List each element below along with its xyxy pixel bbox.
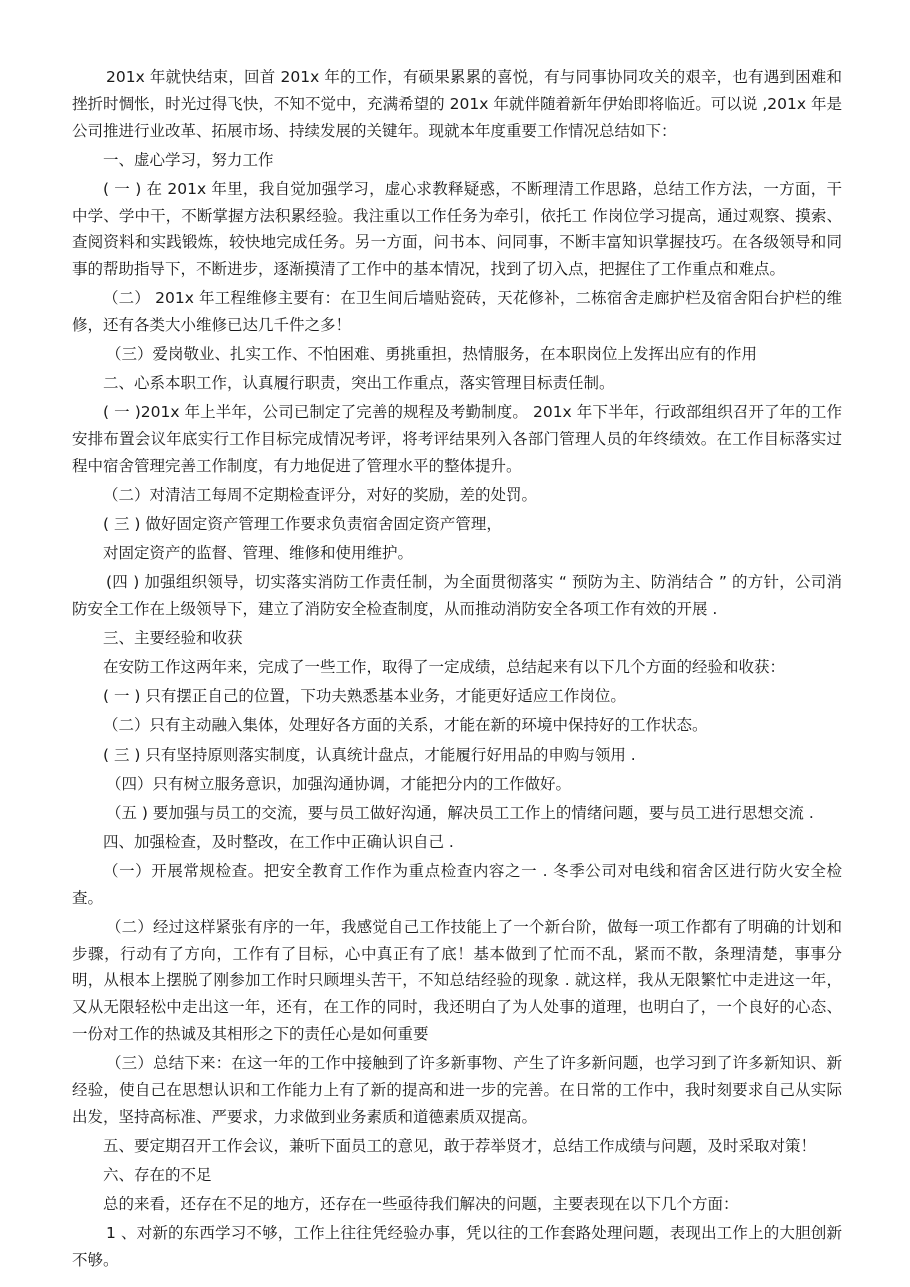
paragraph-3-5: （五 ) 要加强与员工的交流，要与员工做好沟通，解决员工工作上的情绪问题，要与员工进行思想交流 . xyxy=(106,803,814,822)
paragraph-1-2: （二） 201x 年工程维修主要有：在卫生间后墙贴瓷砖，天花修补，二栋宿舍走廊护栏及宿舍阳台护栏的维修，还有各类大小维修已达几千件之多！ xyxy=(72,289,842,335)
paragraph-1-1: ( 一 ) 在 201x 年里，我自觉加强学习，虚心求教释疑惑，不断理清工作思路，总结工作方法，一方面，干中学、学中干，不断掌握方法积累经验。我注重以工作任务为牵引，依托工 作岗位学习提高，通过观察、摸索、查阅资料和实践锻炼，较快地完成任务。另一方面，问书本、问同事，不断丰富知识掌握技巧。在各级领导和同事的帮助指导下，不断进步，逐渐摸清了工作中的基本情况，找到了切入点，把握住了工作重点和难点。 xyxy=(72,179,842,279)
paragraph-2-4: (四 ) 加强组织领导，切实落实消防工作责任制，为全面贯彻落实 “ 预防为主、防消结合 ” 的方针，公司消防安全工作在上级领导下，建立了消防安全检查制度，从而推动消防安全各项工作有效的开展 . xyxy=(72,573,842,619)
section-heading-4: 四、加强检查，及时整改，在工作中正确认识自己 . xyxy=(103,832,454,851)
paragraph-3-1: ( 一 ) 只有摆正自己的位置，下功夫熟悉基本业务，才能更好适应工作岗位。 xyxy=(103,687,626,706)
paragraph-4-3: （三）总结下来：在这一年的工作中接触到了许多新事物、产生了许多新问题，也学习到了许多新知识、新经验，使自己在思想认识和工作能力上有了新的提高和进一步的完善。在日常的工作中，我时刻要求自己从实际出发，坚持高标准、严要求，力求做到业务素质和道德素质双提高。 xyxy=(72,1054,842,1126)
document-page xyxy=(72,64,842,1276)
section-heading-5: 五、要定期召开工作会议，兼听下面员工的意见，敢于荐举贤才，总结工作成绩与问题，及时采取对策！ xyxy=(103,1136,817,1155)
section-heading-6: 六、存在的不足 xyxy=(103,1165,212,1184)
section-heading-3: 三、主要经验和收获 xyxy=(103,629,243,648)
paragraph-3-3: ( 三 ) 只有坚持原则落实制度，认真统计盘点，才能履行好用品的申购与领用 . xyxy=(103,745,636,764)
paragraph-3-intro: 在安防工作这两年来，完成了一些工作，取得了一定成绩，总结起来有以下几个方面的经验和收获： xyxy=(103,658,786,677)
section-heading-1: 一、虚心学习，努力工作 xyxy=(103,150,274,169)
paragraph-2-1: ( 一 )201x 年上半年，公司已制定了完善的规程及考勤制度。 201x 年下半年，行政部组织召开了年的工作安排布置会议年底实行工作目标完成情况考评，将考评结果列入各部门管理人员的年终绩效。在工作目标落实过程中宿舍管理完善工作制度，有力地促进了管理水平的整体提升。 xyxy=(72,403,842,475)
paragraph-6-1: 1 、对新的东西学习不够，工作上往往凭经验办事，凭以往的工作套路处理问题，表现出工作上的大胆创新不够。 xyxy=(72,1224,842,1269)
section-heading-2: 二、心系本职工作，认真履行职责，突出工作重点，落实管理目标责任制。 xyxy=(103,374,615,393)
paragraph-2-3-continued: 对固定资产的监督、管理、维修和使用维护。 xyxy=(103,544,414,563)
paragraph-3-2: （二）只有主动融入集体，处理好各方面的关系，才能在新的环境中保持好的工作状态。 xyxy=(103,716,708,735)
intro-paragraph: 201x 年就快结束，回首 201x 年的工作，有硕果累累的喜悦，有与同事协同攻关的艰辛，也有遇到困难和挫折时惆怅，时光过得飞快，不知不觉中，充满希望的 201x 年就伴随着新年伊始即将临近。可以说 ,201x 年是公司推进行业改革、拓展市场、持续发展的关键年。现就本年度重要工作情况总结如下： xyxy=(72,68,842,140)
paragraph-2-2: （二）对清洁工每周不定期检查评分，对好的奖励，差的处罚。 xyxy=(103,486,538,505)
paragraph-4-1: （一）开展常规检查。把安全教育工作作为重点检查内容之一 . 冬季公司对电线和宿舍区进行防火安全检查。 xyxy=(72,861,842,907)
paragraph-1-3: （三）爱岗敬业、扎实工作、不怕困难、勇挑重担，热情服务，在本职岗位上发挥出应有的作用 xyxy=(106,345,758,364)
paragraph-2-3: ( 三 ) 做好固定资产管理工作要求负责宿舍固定资产管理， xyxy=(103,515,502,534)
paragraph-3-4: （四）只有树立服务意识，加强沟通协调，才能把分内的工作做好。 xyxy=(106,774,572,793)
paragraph-6-intro: 总的来看，还存在不足的地方，还存在一些亟待我们解决的问题，主要表现在以下几个方面： xyxy=(103,1195,739,1213)
paragraph-4-2: （二）经过这样紧张有序的一年，我感觉自己工作技能上了一个新台阶，做每一项工作都有了明确的计划和步骤，行动有了方向，工作有了目标，心中真正有了底！基本做到了忙而不乱，紧而不散，条理清楚，事事分明，从根本上摆脱了刚参加工作时只顾埋头苦干，不知总结经验的现象 . 就这样，我从无限繁忙中走进这一年，又从无限轻松中走出这一年，还有，在工作的同时，我还明白了为人处事的道理，也明白了，一个良好的心态、一份对工作的热诚及其相形之下的责任心是如何重要 xyxy=(72,917,842,1044)
